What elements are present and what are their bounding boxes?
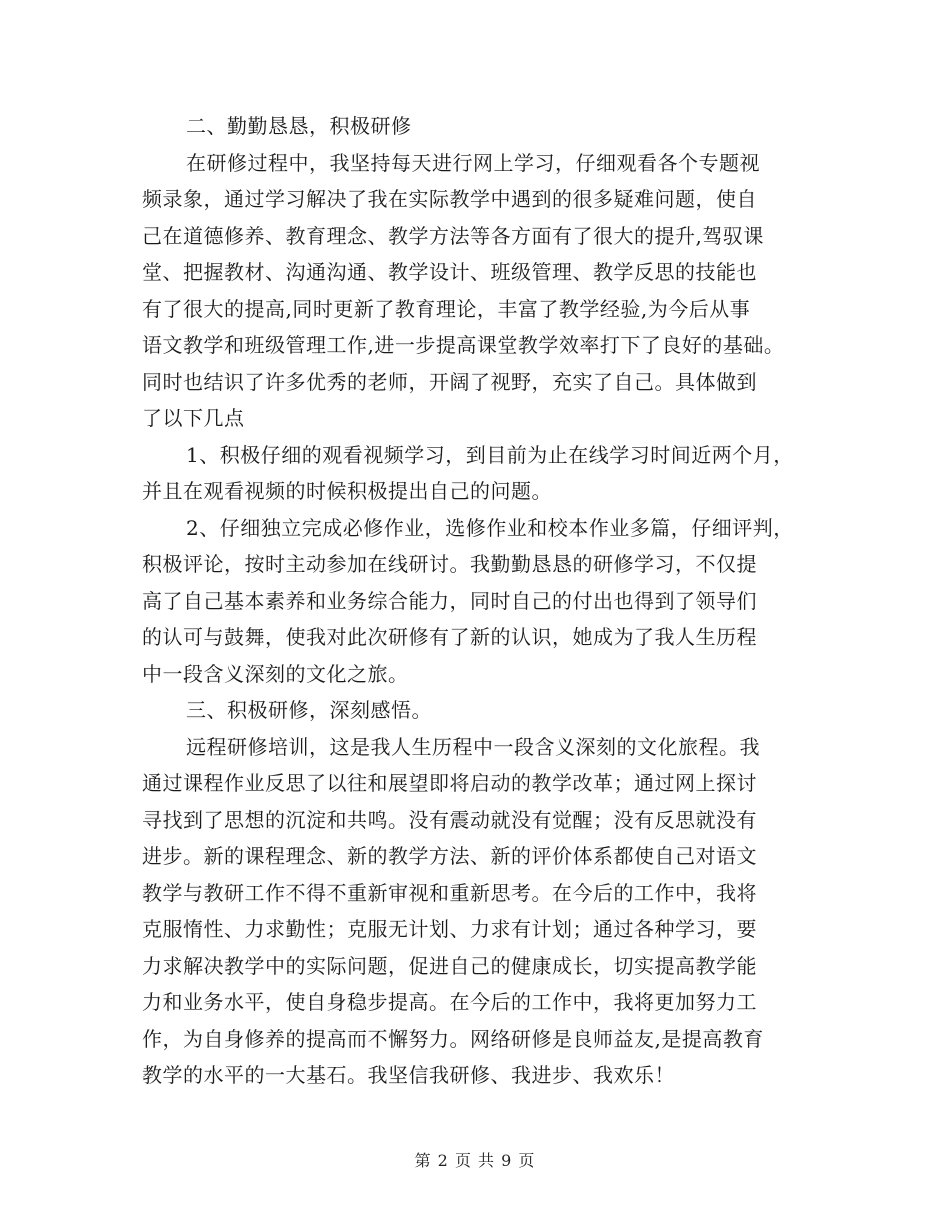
list-item-line: 中一段含义深刻的文化之旅。 <box>142 661 409 686</box>
page-number-footer: 第 2 页 共 9 页 <box>414 1151 536 1170</box>
paragraph-line: 频录象，通过学习解决了我在实际教学中遇到的很多疑难问题，使自 <box>142 187 757 211</box>
paragraph-line: 克服惰性、力求勤性；克服无计划、力求有计划；通过各种学习，要 <box>142 917 757 941</box>
list-item-line: 2、仔细独立完成必修作业，选修作业和校本作业多篇，仔细评判， <box>186 515 794 540</box>
paragraph-line: 己在道德修养、教育理念、教学方法等各方面有了很大的提升,驾驭课 <box>142 223 764 248</box>
paragraph-line: 在研修过程中，我坚持每天进行网上学习，仔细观看各个专题视 <box>186 150 760 175</box>
list-item-line: 的认可与鼓舞，使我对此次研修有了新的认识，她成为了我人生历程 <box>142 625 757 649</box>
paragraph-line: 力和业务水平，使自身稳步提高。在今后的工作中，我将更加努力工 <box>142 990 757 1014</box>
paragraph-line: 教学的水平的一大基石。我坚信我研修、我进步、我欢乐！ <box>142 1063 675 1087</box>
list-item-line: 积极评论，按时主动参加在线研讨。我勤勤恳恳的研修学习，不仅提 <box>142 552 757 576</box>
list-item-line: 并且在观看视频的时候积极提出自己的问题。 <box>142 479 552 503</box>
paragraph-line: 通过课程作业反思了以往和展望即将启动的教学改革；通过网上探讨 <box>142 771 757 795</box>
section-heading: 三、积极研修，深刻感悟。 <box>186 698 432 722</box>
paragraph-line: 寻找到了思想的沉淀和共鸣。没有震动就没有觉醒；没有反思就没有 <box>142 807 757 832</box>
paragraph-line: 作，为自身修养的提高而不懈努力。网络研修是良师益友,是提高教育 <box>142 1026 764 1051</box>
paragraph-line: 教学与教研工作不得不重新审视和重新思考。在今后的工作中，我将 <box>142 880 757 905</box>
paragraph-line: 堂、把握教材、沟通沟通、教学设计、班级管理、教学反思的技能也 <box>142 260 757 284</box>
paragraph-line: 进步。新的课程理念、新的教学方法、新的评价体系都使自己对语文 <box>142 844 757 868</box>
list-item-line: 1、积极仔细的观看视频学习，到目前为止在线学习时间近两个月， <box>186 442 794 467</box>
paragraph-line: 有了很大的提高,同时更新了教育理论，丰富了教学经验,为今后从事 <box>142 296 751 321</box>
paragraph-line: 力求解决教学中的实际问题，促进自己的健康成长，切实提高教学能 <box>142 953 757 978</box>
list-item-line: 高了自己基本素养和业务综合能力，同时自己的付出也得到了领导们 <box>142 588 757 613</box>
paragraph-line: 同时也结识了许多优秀的老师，开阔了视野，充实了自己。具体做到 <box>142 369 757 394</box>
paragraph-line: 语文教学和班级管理工作,进一步提高课堂教学效率打下了良好的基础。 <box>142 333 785 357</box>
document-body <box>142 108 822 1094</box>
paragraph-line: 了以下几点 <box>142 406 245 430</box>
section-heading: 二、勤勤恳恳，积极研修 <box>186 114 412 138</box>
paragraph-line: 远程研修培训，这是我人生历程中一段含义深刻的文化旅程。我 <box>186 734 760 759</box>
